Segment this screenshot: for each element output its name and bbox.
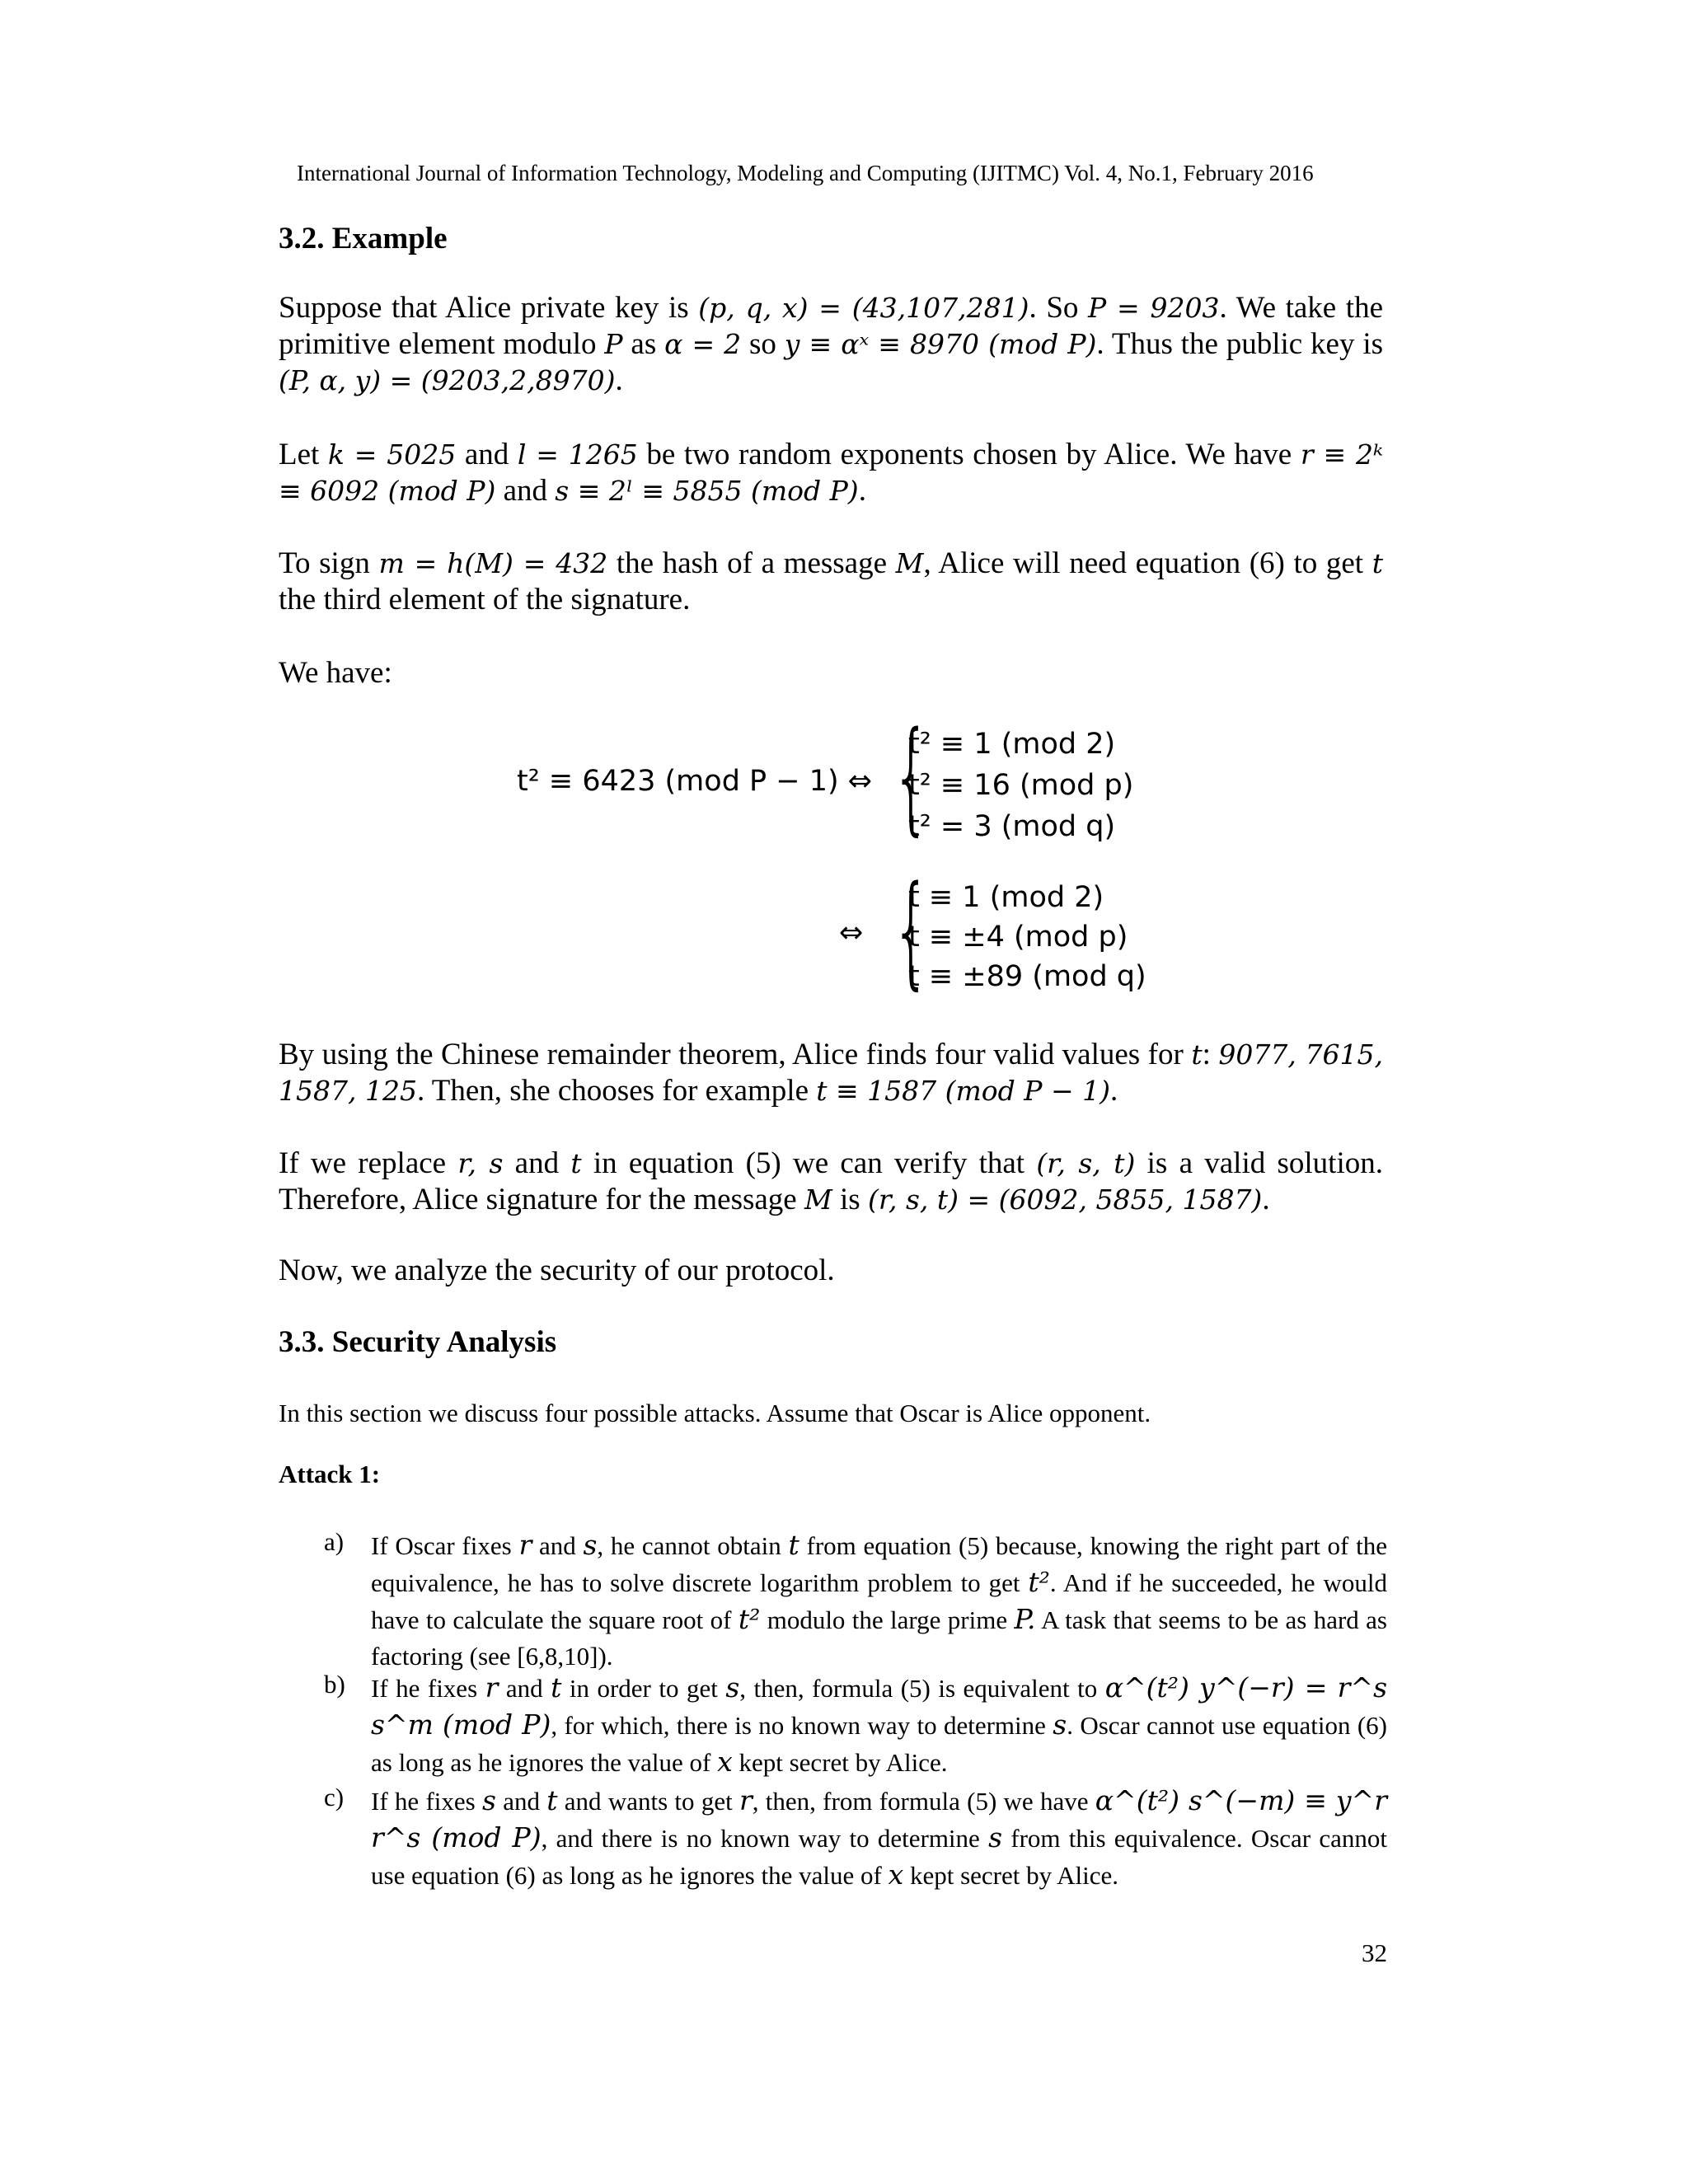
text: : bbox=[1202, 1038, 1219, 1071]
math-private-key: (p, q, x) = (43,107,281) bbox=[698, 292, 1029, 324]
system2-line: t ≡ ±4 (mod p) bbox=[908, 921, 1128, 954]
system1-lhs: t² ≡ 6423 (mod P − 1) ⇔ bbox=[517, 765, 873, 798]
system2-lines bbox=[908, 878, 1146, 996]
math-M: M bbox=[895, 547, 924, 579]
math-t: t bbox=[1191, 1038, 1203, 1071]
math-modulus: P = 9203 bbox=[1087, 292, 1220, 324]
text: in equation (5) we can verify that bbox=[581, 1146, 1037, 1180]
text: . We take the primitive element modulo bbox=[279, 291, 1383, 361]
system1-brace: { bbox=[892, 705, 931, 847]
math-t-squared: t² bbox=[738, 1603, 761, 1635]
math-values: 9077, 7615, 1587, 125 bbox=[279, 1038, 1384, 1107]
math-P: P. bbox=[1014, 1603, 1036, 1635]
running-header: International Journal of Information Technology, Modeling and Computing (IJITMC) Vol. 4, No.1, February 2016 bbox=[297, 161, 1314, 185]
paragraph-signature bbox=[279, 1146, 1383, 1218]
math-s: s bbox=[988, 1821, 1002, 1854]
paragraph-analyze: Now, we analyze the security of our protocol. bbox=[279, 1254, 835, 1287]
text: . Oscar cannot use equation (6) as long as he ignores the value of bbox=[371, 1711, 1388, 1777]
text: and bbox=[456, 438, 518, 471]
math-t: t bbox=[570, 1147, 582, 1179]
text: the hash of a message bbox=[607, 546, 896, 580]
paragraph-sign-message bbox=[279, 546, 1383, 618]
text: , and there is no known way to determine bbox=[541, 1824, 989, 1853]
text: as bbox=[622, 327, 665, 361]
text: If he fixes bbox=[371, 1787, 482, 1816]
math-s: s bbox=[482, 1784, 496, 1816]
text: Let bbox=[279, 438, 328, 471]
text: . Thus the public key is bbox=[1096, 327, 1383, 361]
text: and bbox=[498, 1674, 551, 1703]
math-s: s ≡ 2ˡ ≡ 5855 (mod P) bbox=[555, 475, 859, 507]
text: By using the Chinese remainder theorem, Alice finds four valid values for bbox=[279, 1038, 1192, 1071]
text: from this equivalence. Oscar cannot use equation (6) as long as he ignores the value of bbox=[371, 1824, 1387, 1890]
math-l: l = 1265 bbox=[517, 438, 638, 471]
system1-line: t² ≡ 16 (mod p) bbox=[908, 769, 1134, 802]
section-heading-security: 3.3. Security Analysis bbox=[279, 1325, 557, 1359]
text: A task that seems to be as hard as factoring (see [6,8,10]). bbox=[371, 1605, 1387, 1671]
text: , then, from formula (5) we have bbox=[752, 1787, 1095, 1816]
text: from equation (5) because, knowing the right part of the equivalence, he has to solve discrete logarithm problem to get bbox=[371, 1531, 1387, 1597]
math-r: r bbox=[518, 1529, 532, 1561]
math-signature: (r, s, t) = (6092, 5855, 1587) bbox=[867, 1183, 1263, 1216]
text: kept secret by Alice. bbox=[732, 1748, 948, 1777]
math-r: r bbox=[485, 1671, 499, 1704]
paragraph-random-exponents bbox=[279, 437, 1383, 509]
text: is a valid solution. Therefore, Alice signature for the message bbox=[279, 1146, 1383, 1216]
item-c-label: c) bbox=[324, 1783, 345, 1811]
paragraph-we-have: We have: bbox=[279, 656, 392, 690]
math-r: r bbox=[738, 1784, 753, 1816]
system2-lhs: ⇔ bbox=[839, 916, 864, 949]
math-r-s: r, s bbox=[457, 1147, 504, 1179]
attack1-heading: Attack 1: bbox=[279, 1460, 381, 1488]
text: . bbox=[615, 363, 623, 397]
text: . bbox=[1109, 1074, 1118, 1108]
text: . And if he succeeded, he would have to calculate the square root of bbox=[371, 1568, 1387, 1634]
math-r: r ≡ 2ᵏ ≡ 6092 (mod P) bbox=[279, 438, 1383, 507]
system1-lines bbox=[908, 724, 1133, 847]
math-s: s bbox=[725, 1671, 740, 1704]
text: and wants to get bbox=[557, 1787, 739, 1816]
system1-line: t² = 3 (mod q) bbox=[908, 810, 1116, 843]
math-t: t bbox=[788, 1529, 799, 1561]
text: the third element of the signature. bbox=[279, 583, 691, 616]
math-k: k = 5025 bbox=[327, 438, 457, 471]
text: . So bbox=[1029, 291, 1088, 325]
math-t: t bbox=[551, 1671, 562, 1704]
system2-line: t ≡ ±89 (mod q) bbox=[908, 960, 1146, 993]
text: , he cannot obtain bbox=[597, 1531, 789, 1560]
text: , for which, there is no known way to determine bbox=[551, 1711, 1053, 1740]
item-b-label: b) bbox=[324, 1670, 345, 1699]
math-formula-b: α^(t²) y^(−r) = r^s s^m (mod P) bbox=[371, 1671, 1388, 1741]
math-formula-c: α^(t²) s^(−m) ≡ y^r r^s (mod P) bbox=[371, 1784, 1387, 1854]
math-s: s bbox=[1053, 1708, 1067, 1741]
text: , then, formula (5) is equivalent to bbox=[739, 1674, 1105, 1703]
text: If Oscar fixes bbox=[371, 1531, 519, 1560]
item-c-text bbox=[371, 1783, 1387, 1894]
text: in order to get bbox=[561, 1674, 726, 1703]
math-x: x bbox=[888, 1858, 904, 1891]
text: To sign bbox=[279, 546, 379, 580]
paragraph-private-key bbox=[279, 290, 1383, 399]
text: kept secret by Alice. bbox=[903, 1861, 1119, 1890]
math-x: x bbox=[717, 1746, 733, 1778]
text: and bbox=[495, 474, 556, 508]
math-t: t bbox=[546, 1784, 558, 1816]
text: , Alice will need equation (6) to get bbox=[923, 546, 1372, 580]
math-hash: m = h(M) = 432 bbox=[378, 547, 608, 579]
text: modulo the large prime bbox=[760, 1605, 1015, 1634]
text: If we replace bbox=[279, 1146, 458, 1180]
text: and bbox=[503, 1146, 571, 1180]
text: so bbox=[741, 327, 785, 361]
math-alpha: α = 2 bbox=[664, 328, 742, 360]
system2-brace: { bbox=[892, 860, 931, 1001]
page-number: 32 bbox=[1362, 1938, 1387, 1967]
paragraph-crt bbox=[279, 1037, 1383, 1109]
math-public-key: (P, α, y) = (9203,2,8970) bbox=[279, 364, 616, 396]
math-chosen-t: t ≡ 1587 (mod P − 1) bbox=[816, 1075, 1110, 1107]
math-P: P bbox=[604, 328, 623, 360]
math-t-squared: t² bbox=[1028, 1566, 1050, 1598]
text: If he fixes bbox=[371, 1674, 485, 1703]
math-M: M bbox=[804, 1183, 832, 1216]
math-rst: (r, s, t) bbox=[1036, 1147, 1136, 1179]
text: is bbox=[832, 1183, 868, 1216]
text: . bbox=[1262, 1183, 1270, 1216]
paragraph-intro-attacks: In this section we discuss four possible attacks. Assume that Oscar is Alice opponent. bbox=[279, 1399, 1151, 1427]
math-y: y ≡ αˣ ≡ 8970 (mod P) bbox=[784, 328, 1097, 360]
math-t: t bbox=[1372, 547, 1383, 579]
item-a-text bbox=[371, 1527, 1387, 1675]
text: be two random exponents chosen by Alice. We have bbox=[637, 438, 1301, 471]
text: and bbox=[495, 1787, 547, 1816]
text: . Then, she chooses for example bbox=[416, 1074, 817, 1108]
system1-line: t² ≡ 1 (mod 2) bbox=[908, 728, 1116, 761]
text: . bbox=[858, 474, 866, 508]
section-heading-example: 3.2. Example bbox=[279, 222, 448, 255]
text: Suppose that Alice private key is bbox=[279, 291, 699, 325]
item-b-text bbox=[371, 1670, 1387, 1781]
math-s: s bbox=[583, 1529, 598, 1561]
text: and bbox=[532, 1531, 584, 1560]
item-a-label: a) bbox=[324, 1527, 345, 1556]
system2-line: t ≡ 1 (mod 2) bbox=[908, 881, 1104, 914]
